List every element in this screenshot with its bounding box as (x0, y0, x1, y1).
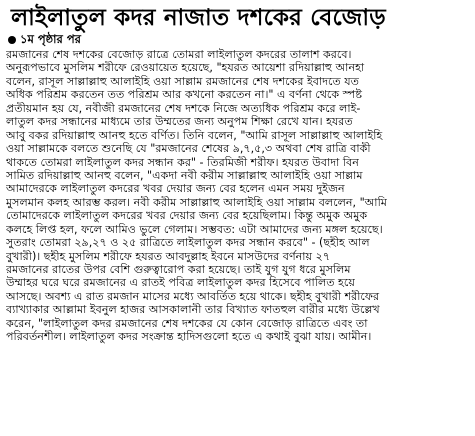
article-body-line: থাকতে তোমরা লাইলাতুল কদর সন্ধান কর" - তিরমিজী শরীফ। হযরত উবাদা বিন (6, 155, 359, 169)
article-body-line: অনুরূপভাবে মুসলিম শরীফে রেওয়ায়েত হয়েছে, "হযরত আয়েশা রদিয়াল্লাহু আনহা (6, 61, 365, 75)
article-body-line: আবু বকর রদিয়াল্লাহু আনহু হতে বর্ণিত। তিনি বলেন, "আমি রাসূল সাল্লাল্লাহু আলাইহি (6, 128, 383, 142)
article-body-line: আসছে। অবশ্য এ রাত রমজান মাসের মধ্যে আবর্তিত হয়ে থাকে। ছহীহ বুখারী শরীফের (6, 289, 380, 303)
article-body-line: লাতুল কদর সন্ধানের মাধ্যমে তার উম্মতের জন্য অনুপম শিক্ষা রেখে যান। হযরত (6, 115, 353, 129)
article-body-line: মুসলমান কলহ আরম্ভ করল। নবী করীম সাল্লাল্লাহু আলাইহি ওয়া সাল্লাম বললেন, "আমি (6, 195, 387, 209)
article-body-line: আমাদেরকে লাইলাতুল কদরের খবর দেয়ার জন্য বের হলেন এমন সময় দুইজন (6, 182, 345, 196)
continued-from-text: ১ম পৃষ্ঠার পর (20, 32, 81, 46)
article-body-line: বুখারী)। ছহীহ মুসলিম শরীফে হযরত আবদুল্লাহ ইবনে মাসউদের বর্ণনায় ২৭ (6, 249, 330, 263)
article-body-line: সুতরাং তোমরা ২৯,২৭ ও ২৫ রাত্রিতে লাইলাতুল কদর সন্ধান করবে" - (ছহীহ আল (6, 236, 370, 250)
bullet-icon (8, 36, 16, 44)
article-body-line: উম্মাহর ঘরে ঘরে রমজানের এ রাতই পবিত্র লাইলাতুল কদর হিসেবে পালিত হয়ে (6, 276, 355, 290)
article-body-line: রমজানের রাতের উপর বেশি গুরুত্বারোপ করা হয়েছে। তাই যুগ যুগ ধরে মুসলিম (6, 263, 351, 276)
article-body-line: সামিত রদিয়াল্লাহু আনহু বলেন, "একদা নবী করীম সাল্লাল্লাহু আলাইহি ওয়া সাল্লাম (6, 168, 363, 182)
article-body-line: কলহে লিপ্ত হল, ফলে আমিও ভুলে গেলাম। সম্ভবত: এটা আমাদের জন্য মঙ্গল হয়েছে। (6, 222, 383, 236)
article-body-line: করেন, "লাইলাতুল কদর রমজানের শেষ দশকের যে কোন বেজোড় রাত্রিতে এবং তা (6, 316, 368, 330)
article-body-line: রমজানের শেষ দশকের বেজোড় রাত্রে তোমরা লাইলাতুল কদরের তালাশ করবে। (6, 48, 352, 61)
article-body-line: প্রতীয়মান হয় যে, নবীজী রমজানের শেষ দশকে নিজে অত্যধিক পরিশ্রম করে লাই- (6, 101, 361, 115)
article-body-line: পরিবর্তনশীল। লাইলাতুল কদর সংক্রান্ত হাদিসগুলো হতে এ কথাই বুঝা যায়। আমীন। (6, 330, 372, 344)
article-body (6, 48, 468, 344)
article-body-line: ওয়া সাল্লামকে বলতে শুনেছি যে "রমজানের শেষের ৯,৭,৫,৩ অথবা শেষ রাত্রি বাকী (6, 142, 371, 156)
continued-from-label (8, 32, 468, 47)
article-body-line: অধিক পরিশ্রম করতেন তত পরিশ্রম আর কখনো করতেন না।" এ বর্ণনা থেকে স্পষ্ট (6, 88, 363, 102)
article-headline: লাইলাতুল কদর নাজাত দশকের বেজোড় (11, 5, 386, 31)
article-body-line: তোমাদেরকে লাইলাতুল কদরের খবর দেয়ার জন্য বের হয়েছিলাম। কিন্তু অমুক অমুক (6, 209, 368, 223)
article-body-line: বলেন, রাসূল সাল্লাল্লাহু আলাইহি ওয়া সাল্লাম রমজানের শেষ দশকের ইবাদতে যত (6, 74, 359, 88)
article-body-line: ব্যাখ্যাকার আল্লামা ইবনুল হাজর আসকালানী তার বিখ্যাত ফাতহুল বারীর মধ্যে উল্লেখ (6, 303, 380, 317)
